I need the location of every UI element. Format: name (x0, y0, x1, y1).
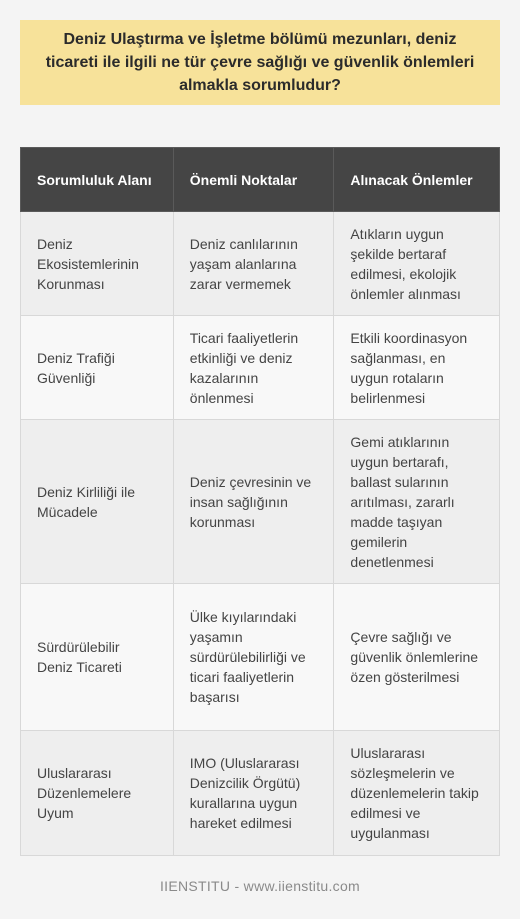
cell-points: Ülke kıyılarındaki yaşamın sürdürülebilirliği ve ticari faaliyetlerin başarısı (173, 584, 334, 731)
page-title: Deniz Ulaştırma ve İşletme bölümü mezunları, deniz ticareti ile ilgili ne tür çevre sağlığı ve güvenlik önlemleri almakla sorumludur? (45, 31, 475, 94)
table-row (21, 731, 500, 856)
table-row (21, 420, 500, 584)
cell-area: Uluslararası Düzenlemelere Uyum (21, 731, 174, 856)
cell-points: IMO (Uluslararası Denizcilik Örgütü) kurallarına uygun hareket edilmesi (173, 731, 334, 856)
cell-measures: Çevre sağlığı ve güvenlik önlemlerine özen gösterilmesi (334, 584, 500, 731)
cell-area: Deniz Kirliliği ile Mücadele (21, 420, 174, 584)
header-measures: Alınacak Önlemler (334, 148, 500, 212)
table-row (21, 584, 500, 731)
title-banner (20, 20, 500, 105)
cell-points: Deniz canlılarının yaşam alanlarına zarar vermemek (173, 212, 334, 316)
cell-area: Deniz Trafiği Güvenliği (21, 316, 174, 420)
cell-measures: Uluslararası sözleşmelerin ve düzenlemelerin takip edilmesi ve uygulanması (334, 731, 500, 856)
cell-area: Deniz Ekosistemlerinin Korunması (21, 212, 174, 316)
responsibility-table (20, 147, 500, 856)
cell-area: Sürdürülebilir Deniz Ticareti (21, 584, 174, 731)
cell-measures: Atıkların uygun şekilde bertaraf edilmesi, ekolojik önlemler alınması (334, 212, 500, 316)
table-header-row (21, 148, 500, 212)
table-row (21, 316, 500, 420)
cell-measures: Gemi atıklarının uygun bertarafı, ballast sularının arıtılması, zararlı madde taşıyan gemilerin denetlenmesi (334, 420, 500, 584)
footer-credit: IIENSTITU - www.iienstitu.com (159, 878, 361, 894)
cell-points: Deniz çevresinin ve insan sağlığının korunması (173, 420, 334, 584)
table-row (21, 212, 500, 316)
header-responsibility-area: Sorumluluk Alanı (21, 148, 174, 212)
cell-measures: Etkili koordinasyon sağlanması, en uygun rotaların belirlenmesi (334, 316, 500, 420)
cell-points: Ticari faaliyetlerin etkinliği ve deniz kazalarının önlenmesi (173, 316, 334, 420)
header-key-points: Önemli Noktalar (173, 148, 334, 212)
